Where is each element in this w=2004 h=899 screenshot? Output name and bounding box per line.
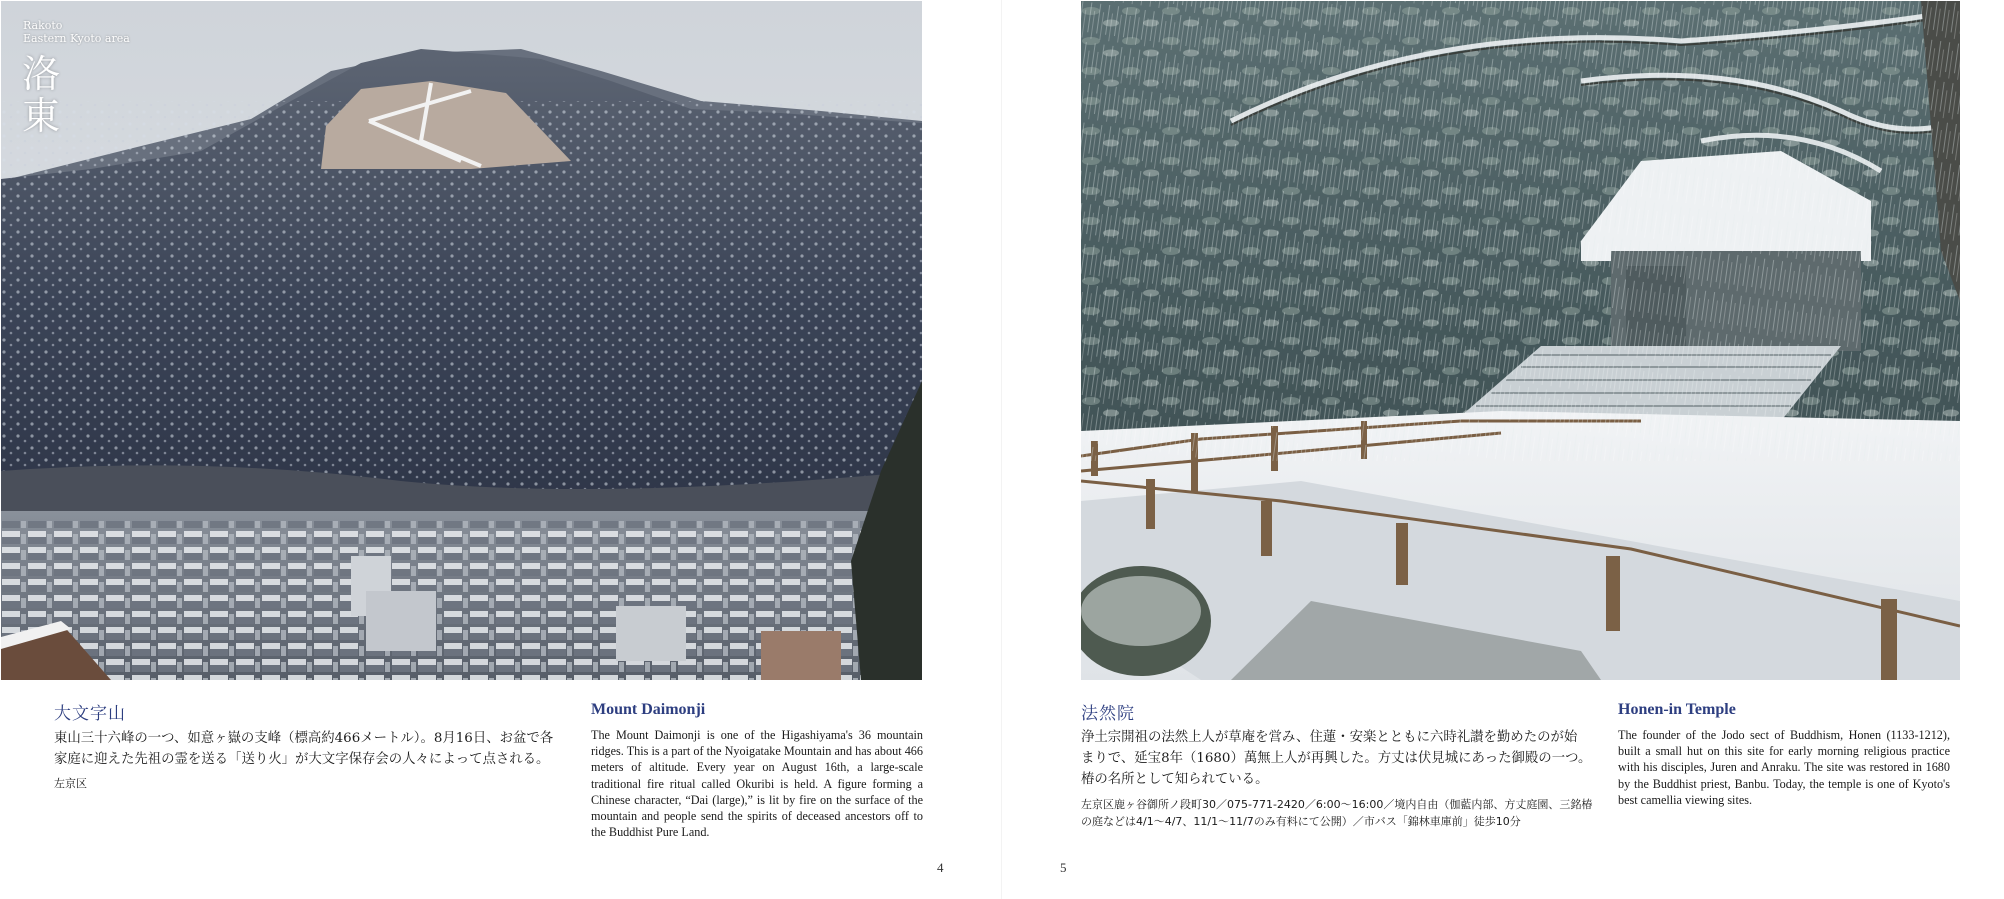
jp-title-honenin: 法然院 (1081, 704, 1135, 724)
jp-body-line: 家庭に迎えた先祖の霊を送る「送り火」が大文字保存会の人々によって点される。 (54, 752, 550, 767)
honen-in-photo (1081, 1, 1960, 680)
area-label (23, 19, 130, 45)
page-number-right: 5 (1060, 860, 1067, 875)
en-title-honenin: Honen-in Temple (1618, 701, 1736, 718)
en-body-daimonji: The Mount Daimonji is one of the Higashiyama's 36 mountain ridges. This is a part of the Nyoigatake Mountain and has about 466 meters of altitude. Every year on August 16th, a large-scale traditional fire ritual called Okuribi is held. A figure forming a Chinese character, “Dai (large),” is lit by fire on the surface of the mountain and people send the spirits of deceased ancestors off to the Buddhist Pure Land. (591, 728, 923, 840)
area-kanji-title: 洛東 (22, 52, 61, 138)
jp-body-line: まりで、延宝8年（1680）萬無上人が再興した。方丈は伏見城にあった御殿の一つ。 (1081, 751, 1592, 766)
mount-daimonji-photo (1, 1, 922, 680)
area-label-english: Eastern Kyoto area (23, 32, 130, 45)
jp-note-line: 左京区鹿ヶ谷御所ノ段町30／075-771-2420／6:00〜16:00／境内自由（伽藍内部、方丈庭園、三銘椿 (1081, 798, 1593, 811)
en-body-honenin: The founder of the Jodo sect of Buddhism, Honen (1133-1212), built a small hut on this site for early morning religious practice with his disciples, Juren and Anraku. The site was restored in 1680 by the Buddhist priest, Banbu. Today, the temple is one of Kyoto's best camellia viewing sites. (1618, 728, 1950, 807)
jp-body-honenin (1081, 727, 1601, 790)
jp-title-daimonji: 大文字山 (54, 704, 126, 724)
area-label-romaji: Rakoto (23, 19, 63, 32)
jp-body-daimonji (54, 728, 574, 770)
jp-access-info-honenin (1081, 796, 1596, 830)
jp-note-line: の庭などは4/1〜4/7、11/1〜11/7のみ有料にて公開）／市バス「錦林車庫前」徒歩10分 (1081, 815, 1521, 828)
jp-body-line: 浄土宗開祖の法然上人が草庵を営み、住蓮・安楽とともに六時礼讃を勤めたのが始 (1081, 730, 1578, 745)
jp-location-daimonji: 左京区 (54, 777, 87, 790)
jp-body-line: 東山三十六峰の一つ、如意ヶ嶽の支峰（標高約466メートル）。8月16日、お盆で各 (54, 731, 554, 746)
page-number-left: 4 (937, 860, 944, 875)
jp-body-line: 椿の名所として知られている。 (1081, 772, 1269, 787)
en-title-daimonji: Mount Daimonji (591, 701, 706, 718)
